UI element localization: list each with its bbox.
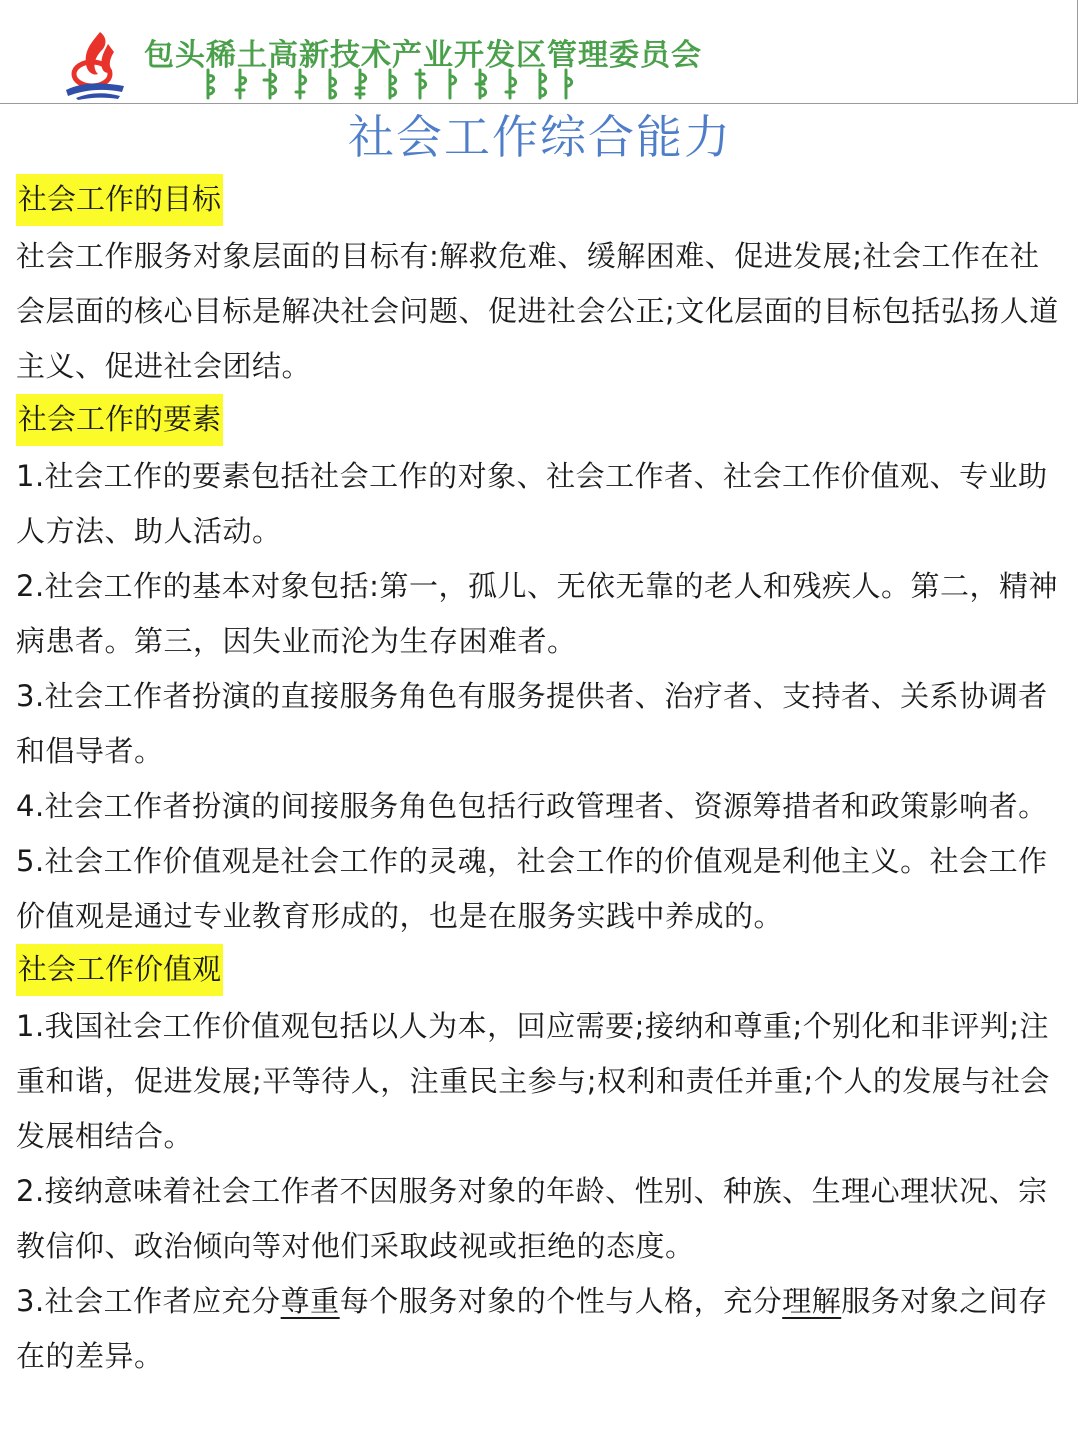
- paragraph: 1.我国社会工作价值观包括以人为本，回应需要;接纳和尊重;个别化和非评判;注重和谐，促进发展;平等待人，注重民主参与;权利和责任并重;个人的发展与社会发展相结合。: [16, 1009, 1050, 1153]
- paragraph: 5.社会工作价值观是社会工作的灵魂，社会工作的价值观是利他主义。社会工作价值观是通过专业教育形成的，也是在服务实践中养成的。: [16, 844, 1048, 933]
- text-segment: 服务对象之间存在的差异。: [16, 1284, 1048, 1373]
- section-heading-row: [16, 174, 1066, 229]
- document-body: [16, 174, 1066, 1384]
- baotou-rare-earth-hi-tech-zone-logo-icon: [62, 28, 132, 100]
- page-header: [0, 0, 1078, 104]
- underlined-text-respect: 尊重: [280, 1284, 340, 1318]
- text-segment: 每个服务对象的个性与人格，充分: [339, 1284, 783, 1318]
- section-heading-row: [16, 394, 1066, 449]
- paragraph: 2.接纳意味着社会工作者不因服务对象的年龄、性别、种族、生理心理状况、宗教信仰、政治倾向等对他们采取歧视或拒绝的态度。: [16, 1174, 1048, 1263]
- paragraph: 2.社会工作的基本对象包括:第一，孤儿、无依无靠的老人和残疾人。第二，精神病患者。第三，因失业而沦为生存困难者。: [16, 569, 1058, 658]
- text-segment: 3.社会工作者应充分: [16, 1284, 281, 1318]
- section-heading-row: [16, 944, 1066, 999]
- section-heading-goals: 社会工作的目标: [16, 174, 223, 226]
- paragraph-last: [16, 1274, 1066, 1384]
- section-heading-values: 社会工作价值观: [16, 944, 223, 996]
- paragraph: 4.社会工作者扮演的间接服务角色包括行政管理者、资源筹措者和政策影响者。: [16, 789, 1048, 823]
- paragraph: 社会工作服务对象层面的目标有:解救危难、缓解困难、促进发展;社会工作在社会层面的核心目标是解决社会问题、促进社会公正;文化层面的目标包括弘扬人道主义、促进社会团结。: [16, 239, 1059, 383]
- org-name: 包头稀土高新技术产业开发区管理委员会: [144, 38, 702, 73]
- section-heading-elements: 社会工作的要素: [16, 394, 223, 446]
- paragraph: 1.社会工作的要素包括社会工作的对象、社会工作者、社会工作价值观、专业助人方法、助人活动。: [16, 459, 1048, 548]
- underlined-text-understand: 理解: [782, 1284, 842, 1318]
- mongolian-org-name-icon: [200, 64, 580, 104]
- page-title: 社会工作综合能力: [348, 110, 732, 164]
- paragraph: 3.社会工作者扮演的直接服务角色有服务提供者、治疗者、支持者、关系协调者和倡导者。: [16, 679, 1048, 768]
